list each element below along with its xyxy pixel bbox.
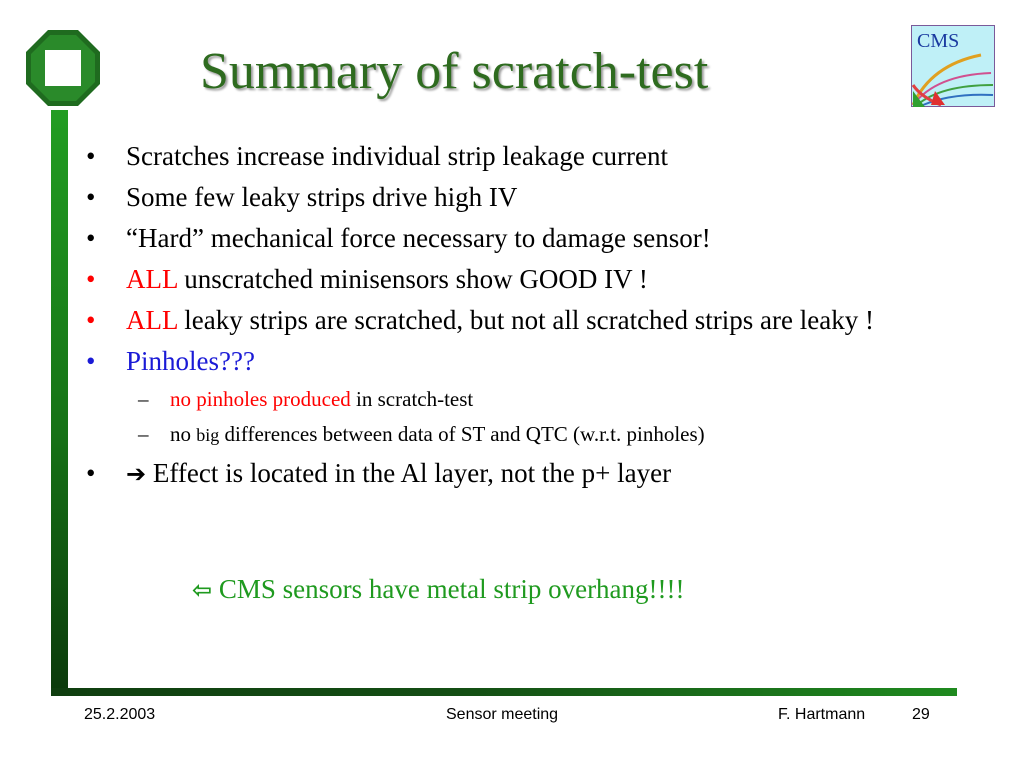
bullet-item: [80, 263, 978, 295]
bullet-text: Pinholes???: [126, 346, 255, 376]
bullet-item: [80, 457, 978, 490]
slide-content: [80, 140, 980, 499]
sub-bullet-item: [80, 421, 980, 448]
bullet-marker: •: [86, 182, 96, 212]
conclusion-line: [192, 574, 685, 605]
dash-marker: –: [138, 387, 149, 411]
bullet-text: Scratches increase individual strip leakage current: [126, 141, 669, 171]
bullet-item: [80, 140, 978, 172]
bullet-marker: •: [86, 305, 96, 335]
bullet-text: unscratched minisensors show GOOD IV !: [177, 264, 648, 294]
university-logo: [26, 30, 100, 106]
bullet-text: leaky strips are scratched, but not all scratched strips are leaky !: [177, 305, 874, 335]
bullet-text: “Hard” mechanical force necessary to damage sensor!: [126, 223, 711, 253]
bullet-item: [80, 304, 978, 336]
sub-bullet-text: in scratch-test: [350, 387, 474, 411]
bullet-text: Effect is located in the Al layer, not the p+ layer: [146, 458, 672, 488]
bullet-item: [80, 345, 978, 377]
bullet-highlight: ALL: [126, 305, 178, 335]
bullet-marker: •: [86, 346, 96, 376]
dash-marker: –: [138, 422, 149, 446]
bullet-text: Some few leaky strips drive high IV: [126, 182, 518, 212]
vertical-accent-bar: [51, 110, 68, 694]
sub-bullet-text: differences between data of ST and QTC (w.r.t. pinholes): [219, 422, 705, 446]
bullet-marker: •: [86, 264, 96, 294]
cms-logo: [911, 25, 995, 107]
footer-event: Sensor meeting: [446, 706, 559, 723]
bullet-marker: •: [86, 458, 96, 488]
conclusion-text: CMS sensors have metal strip overhang!!!!: [212, 574, 685, 604]
right-arrow-icon: ➔: [126, 460, 147, 488]
bullet-item: [80, 222, 978, 254]
footer-page-number: 29: [912, 706, 930, 723]
bullet-marker: •: [86, 141, 96, 171]
sub-bullet-small-word: big: [196, 425, 220, 445]
footer-date: 25.2.2003: [84, 706, 156, 723]
horizontal-accent-bar: [51, 688, 957, 696]
sub-bullet-item: [80, 386, 980, 412]
cms-logo-label: CMS: [917, 30, 960, 52]
sub-bullet-highlight: no pinholes produced: [170, 387, 351, 411]
bullet-highlight: ALL: [126, 264, 178, 294]
footer-author: F. Hartmann: [778, 706, 866, 723]
bullet-marker: •: [86, 223, 96, 253]
bullet-item: [80, 181, 978, 213]
slide-title: Summary of scratch-test: [200, 43, 709, 100]
sub-bullet-prefix: no: [170, 422, 197, 446]
left-arrow-icon: ⇦: [192, 576, 213, 604]
